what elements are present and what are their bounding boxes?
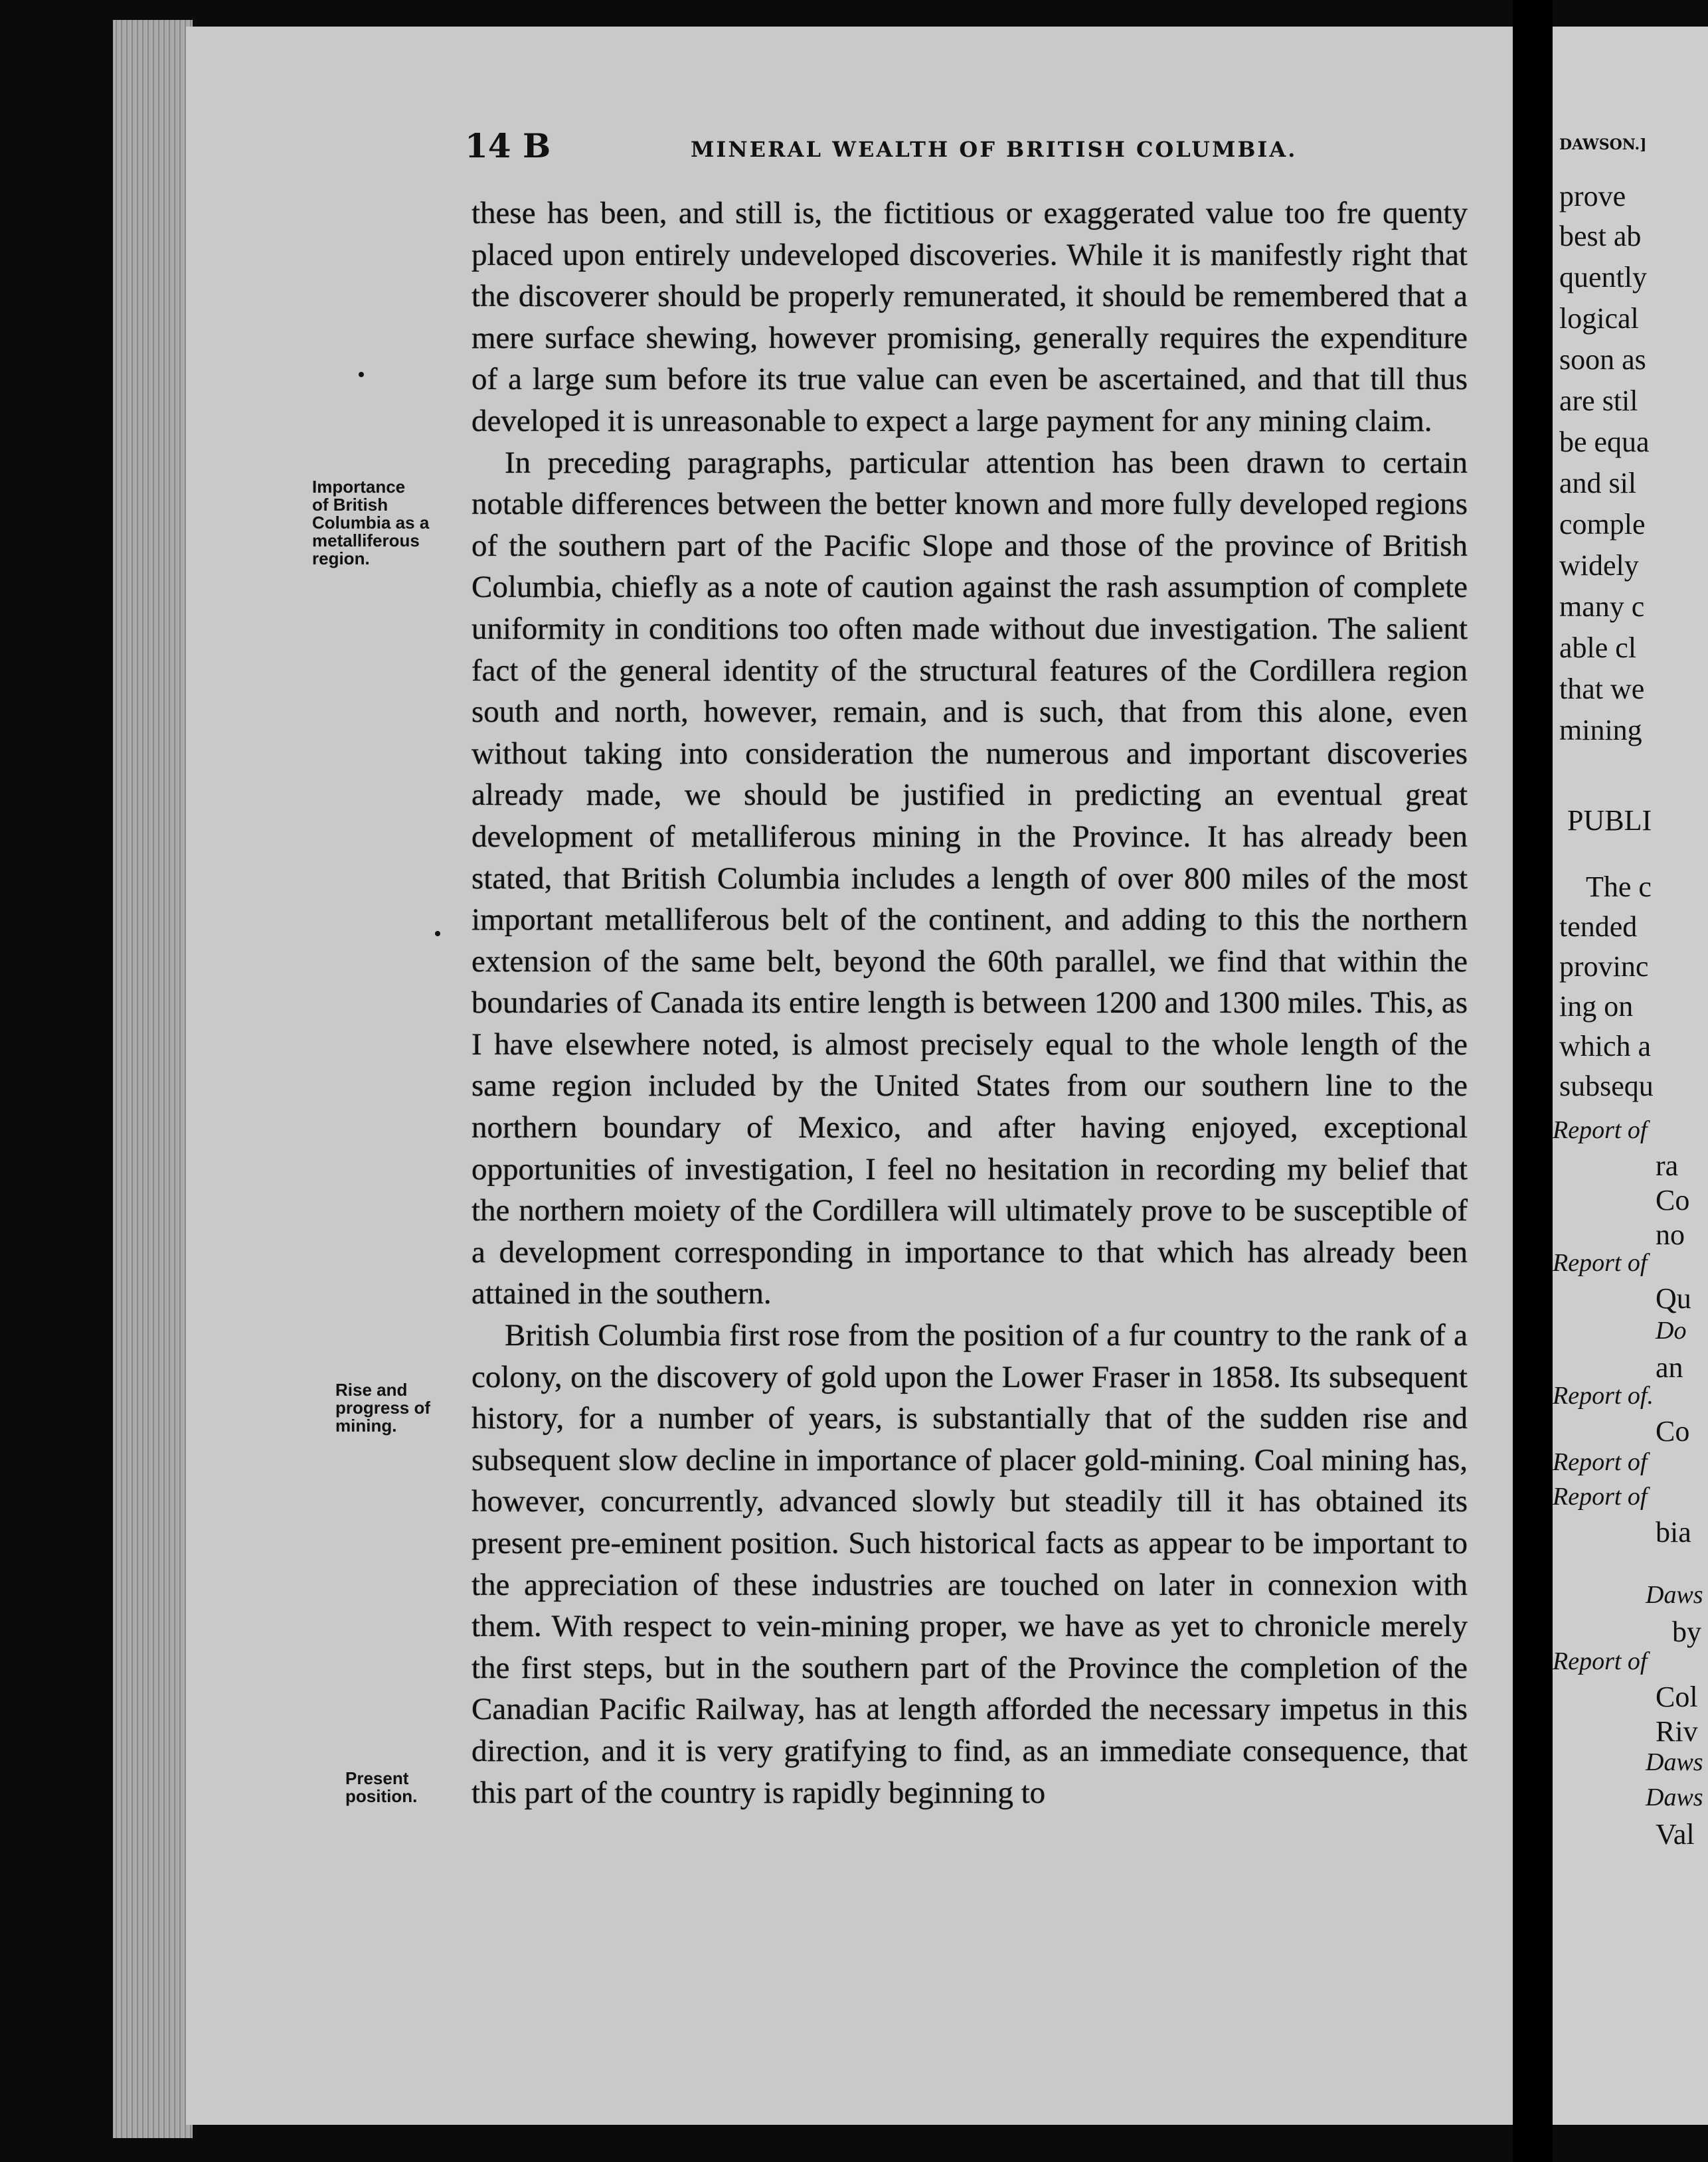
right-line: ing on: [1559, 990, 1634, 1023]
right-line: are stil: [1559, 384, 1638, 417]
right-running-head: DAWSON.]: [1559, 136, 1647, 153]
right-bibliography-line: Val: [1656, 1818, 1695, 1851]
body-text: [471, 193, 1468, 1813]
right-bibliography-line: Daws: [1646, 1784, 1703, 1811]
right-line: and sil: [1559, 467, 1637, 499]
page-number: 14 B: [465, 126, 551, 165]
margin-note-importance: Importance of British Columbia as a metalliferous region.: [312, 477, 430, 568]
right-bibliography-line: Col: [1656, 1681, 1698, 1713]
right-bibliography-line: Do: [1656, 1317, 1687, 1345]
right-line: provinc: [1559, 950, 1649, 983]
right-bibliography-line: Report of: [1553, 1483, 1648, 1511]
right-bibliography-line: an: [1656, 1351, 1683, 1384]
right-line: be equa: [1559, 426, 1650, 458]
right-bibliography-line: Report of: [1553, 1448, 1648, 1476]
margin-note-present-position: Present position.: [345, 1768, 418, 1806]
print-speck: [359, 372, 364, 377]
page-gutter: [1513, 0, 1553, 2162]
right-line: prove: [1559, 180, 1626, 212]
book-page-edges: [113, 20, 193, 2138]
right-line: widely: [1559, 549, 1639, 582]
running-title: MINERAL WEALTH OF BRITISH COLUMBIA.: [691, 137, 1298, 162]
right-bibliography-line: ra: [1656, 1149, 1679, 1182]
paragraph-continuation: these has been, and still is, the fictitious or exaggerated value too fre quenty placed upon entirely undeveloped discoveries. While it is manifestly right that the discoverer should be properly remunerated, it should be remembered that a mere surface shewing, however promising, generally requires the expenditure of a large sum before its true value can even be ascertained, and that till thus developed it is unreasonable to expect a large payment for any mining claim.: [471, 196, 1468, 438]
right-bibliography-line: by: [1672, 1616, 1701, 1648]
right-bibliography-line: Report of: [1553, 1647, 1648, 1675]
right-line: which a: [1559, 1030, 1652, 1062]
print-speck: [435, 931, 440, 936]
right-bibliography-line: Co: [1656, 1184, 1690, 1216]
right-line: tended: [1559, 910, 1638, 943]
right-bibliography-line: Co: [1656, 1415, 1690, 1448]
right-section-heading: PUBLI: [1567, 804, 1652, 837]
right-line: The c: [1586, 871, 1652, 903]
right-line: that we: [1559, 673, 1645, 705]
right-page-fragment: [1553, 27, 1708, 2125]
right-bibliography-line: Daws: [1646, 1748, 1703, 1776]
paragraph-rise-of-mining: British Columbia first rose from the position of a fur country to the rank of a colony, on the discovery of gold upon the Lower Fraser in 1858. Its subsequent history, for a number of years, is substantially that of the sudden rise and subsequent slow decline in importance of placer gold-mining. Coal mining has, however, concurrently, advanced slowly but steadily till it has obtained its present pre-eminent position. Such historical facts as appear to be important to the appreciation of these industries are touched on later in connexion with them. With respect to vein-mining proper, we have as yet to chronicle merely the first steps, but in the southern part of the Province the completion of the Canadian Pacific Railway, has at length afforded the necessary impetus in this direction, and it is very gratifying to find, as an immediate consequence, that this part of the country is rapidly beginning to: [471, 1318, 1468, 1810]
right-line: quently: [1559, 261, 1647, 293]
right-bibliography-line: Riv: [1656, 1715, 1698, 1748]
right-line: soon as: [1559, 343, 1646, 376]
right-line: able cl: [1559, 631, 1637, 664]
right-bibliography-line: no: [1656, 1218, 1685, 1251]
paragraph-importance: In preceding paragraphs, particular attention has been drawn to certain notable differences between the better known and more fully developed regions of the southern part of the Pacific Slope and those of the province of British Columbia, chiefly as a note of caution against the rash assumption of complete uniformity in conditions too often made without due investigation. The salient fact of the general identity of the structural features of the Cordillera region south and north, however, remain, and is such, that from this alone, even without taking into consideration the numerous and important discoveries already made, we should be justified in predicting an eventual great development of metalliferous mining in the Province. It has already been stated, that British Columbia includes a length of over 800 miles of the most important metalliferous belt of the continent, and adding to this the northern extension of the same belt, beyond the 60th parallel, we find that within the boundaries of Canada its entire length is between 1200 and 1300 miles. This, as I have elsewhere noted, is almost precisely equal to the whole length of the same region included by the United States from our southern line to the northern boundary of Mexico, and after having enjoyed, exceptional opportunities of investigation, I feel no hesitation in recording my belief that the northern moiety of the Cordillera will ultimately prove to be susceptible of a development corresponding in importance to that which has already been attained in the southern.: [471, 445, 1468, 1311]
right-line: many c: [1559, 590, 1645, 623]
left-page: [186, 27, 1514, 2125]
right-bibliography-line: bia: [1656, 1516, 1691, 1548]
right-bibliography-line: Report of.: [1553, 1382, 1654, 1410]
right-line: logical: [1559, 302, 1639, 335]
right-bibliography-line: Daws: [1646, 1581, 1703, 1609]
right-line: best ab: [1559, 220, 1642, 252]
right-line: comple: [1559, 508, 1646, 540]
right-bibliography-line: Report of: [1553, 1116, 1648, 1144]
right-line: subsequ: [1559, 1070, 1654, 1102]
right-bibliography-line: Report of: [1553, 1249, 1648, 1277]
margin-note-rise-and-progress: Rise and progress of mining.: [335, 1380, 431, 1436]
right-bibliography-line: Qu: [1656, 1282, 1691, 1315]
right-line: mining: [1559, 714, 1642, 746]
